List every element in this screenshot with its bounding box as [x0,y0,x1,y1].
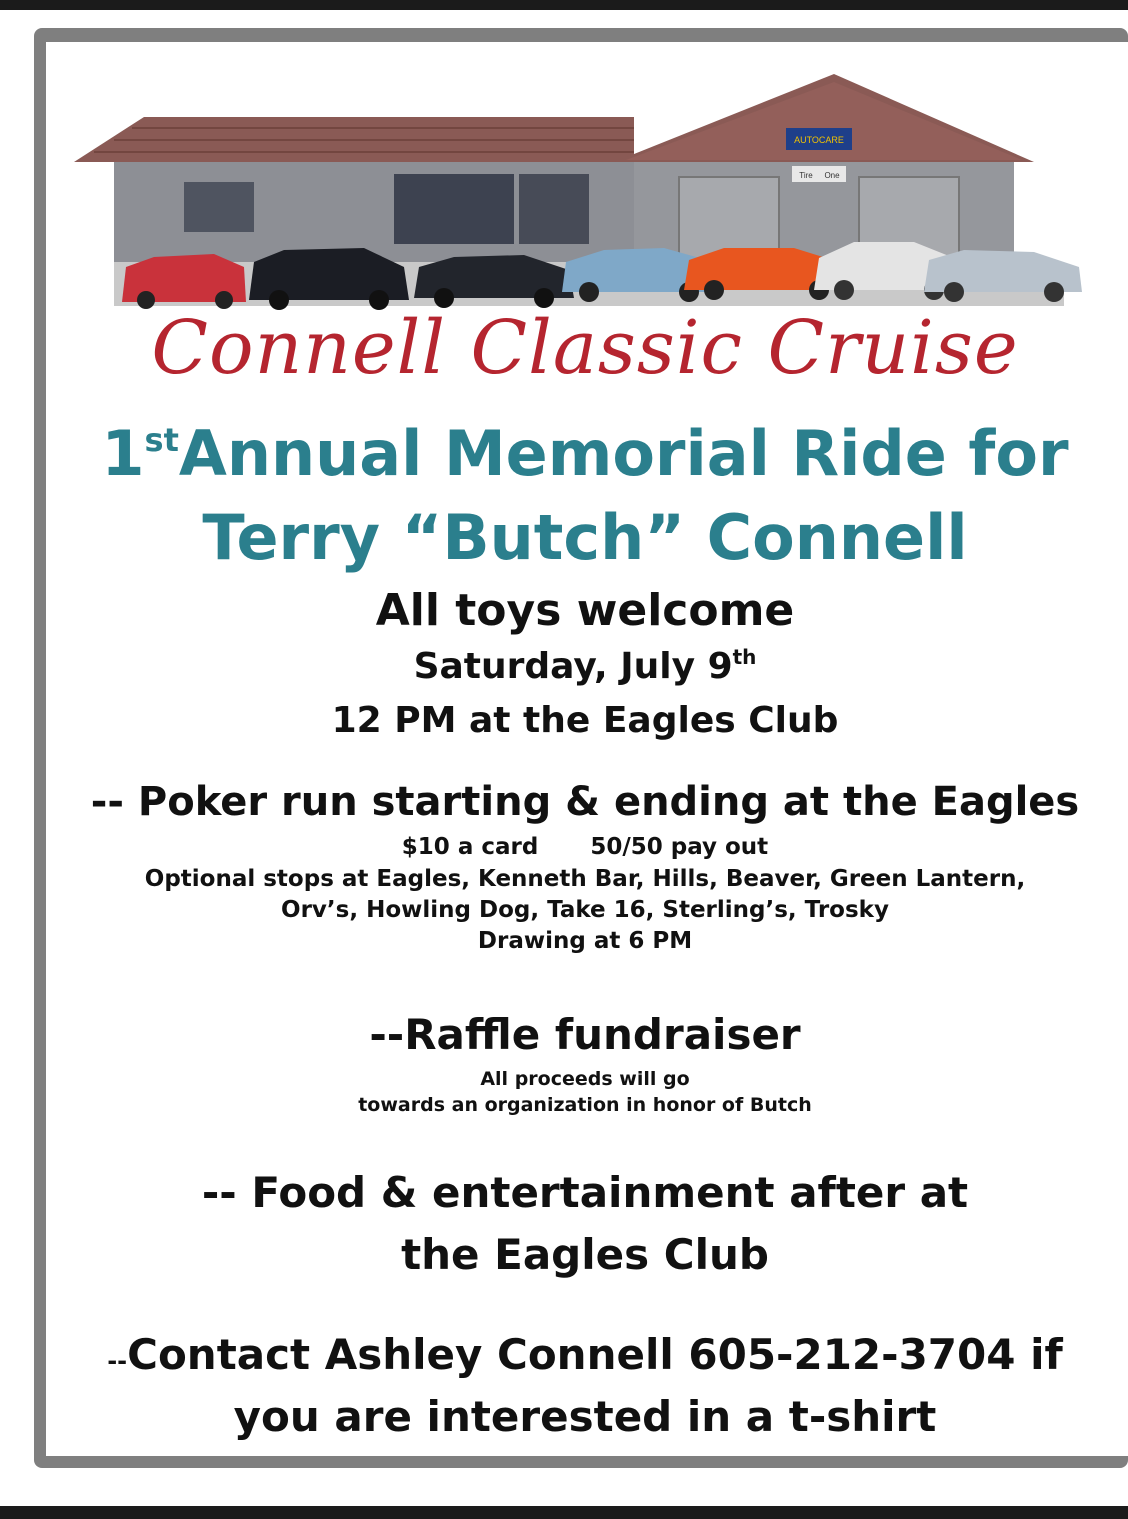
poker-run-details [60,832,1110,863]
food-line-1: -- Food & entertainment after at [201,1168,969,1217]
contact-line-1: --Contact Ashley Connell 605-212-3704 if [107,1330,1063,1379]
poker-run-heading: -- Poker run starting & ending at the Eagles [90,779,1080,825]
poker-price: $10 a card [401,834,539,860]
poker-stops-line-2: Orv’s, Howling Dog, Take 16, Sterling’s, Trosky [281,897,889,923]
event-title: Connell Classic Cruise [151,305,1019,391]
svg-text:Tire: Tire [799,171,813,180]
event-time-place: 12 PM at the Eagles Club [331,700,839,741]
svg-text:One: One [824,171,840,180]
poker-payout: 50/50 pay out [590,834,769,860]
storefront-window [394,174,514,244]
window [519,174,589,244]
autocare-sign-text: AUTOCARE [794,135,844,145]
food-line-2: the Eagles Club [401,1230,769,1279]
event-date: Saturday, July 9th [413,645,757,687]
poker-stops-line-1: Optional stops at Eagles, Kenneth Bar, Hills, Beaver, Green Lantern, [144,866,1026,892]
memorial-line-2: Terry “Butch” Connell [202,501,968,574]
welcome-line: All toys welcome [375,585,795,636]
poker-drawing-time: Drawing at 6 PM [477,928,693,954]
contact-line-2: you are interested in a t-shirt [233,1392,937,1441]
raffle-heading: --Raffle fundraiser [369,1010,801,1059]
raffle-line-2: towards an organization in honor of Butch [358,1094,812,1116]
memorial-line-1: 1stAnnual Memorial Ride for [101,417,1069,490]
garage-photo [74,62,1084,312]
window [184,182,254,232]
raffle-line-1: All proceeds will go [480,1068,690,1090]
